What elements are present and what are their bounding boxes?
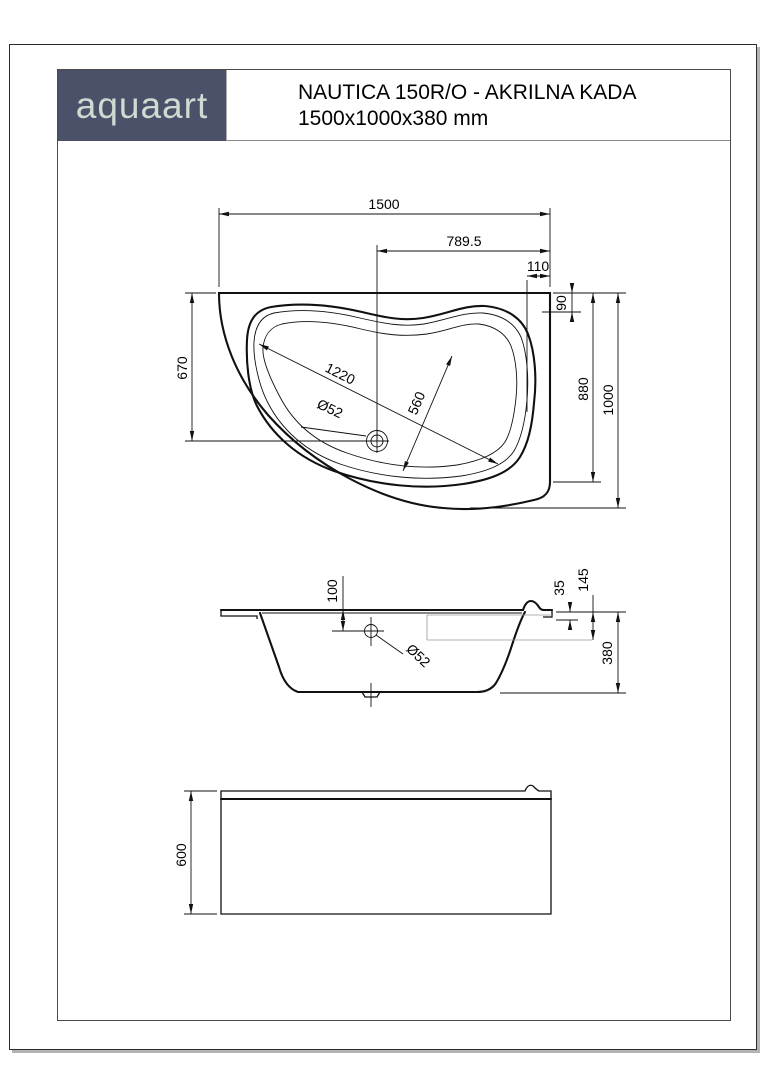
- plan-dim-corner-offset-label: 110: [526, 258, 550, 274]
- product-dimensions: 1500x1000x380 mm: [298, 107, 489, 130]
- plan-dim-overall-depth: [600, 293, 618, 508]
- section-ledge-hidden-lines: [427, 615, 592, 640]
- plan-dim-overall-width: [219, 196, 550, 214]
- plan-drain-callout: [301, 396, 366, 436]
- plan-drain-callout-label: Ø52: [314, 395, 346, 422]
- front-panel-outline: [221, 785, 551, 914]
- front-dim-overall-height-label: 600: [173, 843, 189, 867]
- plan-dim-basin-width-label: 560: [404, 389, 429, 417]
- plan-rim-inner-edge: [254, 311, 528, 479]
- brand-logo-text: aquaart: [75, 84, 209, 126]
- brand-logo: [58, 70, 226, 141]
- content-frame: [57, 69, 731, 1021]
- plan-dim-depth-to-corner: [575, 293, 593, 482]
- plan-dim-drain-to-right: [377, 233, 550, 251]
- plan-dim-top-to-drain-label: 670: [174, 356, 190, 380]
- plan-dim-basin-diagonal-label: 1220: [322, 359, 358, 388]
- section-dim-overall-height: [599, 612, 618, 693]
- front-dim-overall-height: [173, 791, 191, 914]
- plan-dim-rim-depth-right-label: 90: [553, 295, 569, 311]
- section-dim-rim-step: [551, 580, 570, 629]
- section-view: [221, 568, 626, 707]
- plan-extension-lines: [185, 208, 626, 508]
- technical-drawing: [58, 141, 730, 1019]
- plan-dim-basin-width: [403, 356, 452, 471]
- plan-dim-overall-width-label: 1500: [368, 196, 400, 212]
- section-dim-overall-height-label: 380: [599, 641, 615, 665]
- section-basin-profile: [260, 612, 525, 692]
- section-dim-rim-step-label: 35: [551, 580, 567, 596]
- plan-rim-outline: [247, 305, 536, 487]
- section-drain-callout: [376, 635, 434, 670]
- plan-dim-rim-depth-right: [553, 284, 572, 321]
- plan-dim-top-to-drain: [174, 293, 192, 441]
- section-dim-rim-to-drain-label: 100: [324, 579, 340, 603]
- plan-dim-depth-to-corner-label: 880: [575, 377, 591, 401]
- plan-dim-overall-depth-label: 1000: [600, 384, 616, 416]
- plan-view: [174, 196, 626, 509]
- plan-dim-corner-offset: [527, 258, 550, 276]
- section-drain-callout-label: Ø52: [403, 640, 434, 671]
- front-view: [173, 785, 551, 914]
- plan-dim-drain-to-right-label: 789.5: [446, 233, 482, 249]
- section-extension-lines: [332, 612, 626, 693]
- section-dim-rim-to-ledge: [575, 568, 593, 640]
- section-drain-icon: [358, 617, 384, 646]
- product-title: NAUTICA 150R/O - AKRILNA KADA: [298, 81, 637, 104]
- section-dim-rim-to-drain: [324, 576, 343, 631]
- plan-dim-basin-diagonal: [259, 344, 498, 464]
- section-dim-rim-to-ledge-label: 145: [575, 568, 591, 592]
- section-rim-top: [221, 601, 552, 610]
- plan-tub-outer-outline: [219, 293, 550, 509]
- section-left-flange: [221, 610, 257, 619]
- sheet-border: [9, 44, 757, 1050]
- title-block: [226, 70, 730, 141]
